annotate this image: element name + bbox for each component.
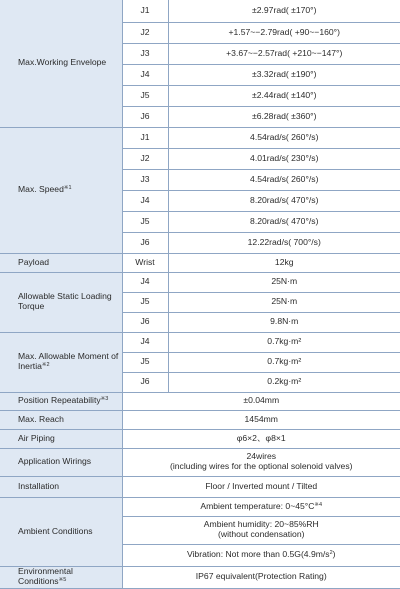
max-speed-label: Max. Speed$^{※1}$ (0, 127, 122, 253)
value-cell: +3.67~−2.57rad( +210~−147°) (168, 43, 400, 64)
air-piping-label: Air Piping (0, 429, 122, 448)
value-cell: 4.54rad/s( 260°/s) (168, 127, 400, 148)
value-cell: 8.20rad/s( 470°/s) (168, 211, 400, 232)
table-row (0, 476, 400, 497)
wirings-count: 24wires (123, 452, 400, 462)
value-cell: 1454mm (122, 410, 400, 429)
joint-cell: J3 (122, 169, 168, 190)
value-cell: ±0.04mm (122, 392, 400, 410)
joint-cell: J4 (122, 64, 168, 85)
payload-label: Payload (0, 253, 122, 272)
table-row (0, 272, 400, 292)
joint-cell: J5 (122, 85, 168, 106)
value-cell: 9.8N·m (168, 312, 400, 332)
joint-cell: J5 (122, 292, 168, 312)
joint-cell: J2 (122, 22, 168, 43)
footnote-mark: ※4 (314, 502, 322, 508)
value-cell: φ6×2、φ8×1 (122, 429, 400, 448)
value-cell (122, 448, 400, 476)
footnote-mark: ※5 (59, 577, 67, 583)
joint-cell: J4 (122, 190, 168, 211)
table-row (0, 253, 400, 272)
joint-cell: J4 (122, 332, 168, 352)
value-cell: 4.01rad/s( 230°/s) (168, 148, 400, 169)
table-row (0, 410, 400, 429)
joint-cell: Wrist (122, 253, 168, 272)
table-row (0, 566, 400, 588)
table-row (0, 429, 400, 448)
ambient-humidity: Ambient humidity: 20~85%RH (without condensation) (122, 516, 400, 544)
working-envelope-label: Max.Working Envelope (0, 0, 122, 127)
table-row (0, 448, 400, 476)
joint-cell: J1 (122, 0, 168, 22)
ambient-vibration: Vibration: Not more than $0.5G(4.9m/s^2)$ (122, 544, 400, 566)
table-row (0, 0, 400, 22)
table-row (0, 127, 400, 148)
value-cell: 25N·m (168, 272, 400, 292)
value-cell: 0.7kg·m² (168, 352, 400, 372)
value-cell: 12.22rad/s( 700°/s) (168, 232, 400, 253)
joint-cell: J4 (122, 272, 168, 292)
value-cell: ±2.44rad( ±140°) (168, 85, 400, 106)
joint-cell: J6 (122, 106, 168, 127)
joint-cell: J5 (122, 352, 168, 372)
joint-cell: J6 (122, 232, 168, 253)
joint-cell: J2 (122, 148, 168, 169)
static-torque-label: Allowable Static Loading Torque (0, 272, 122, 332)
joint-cell: J6 (122, 372, 168, 392)
joint-cell: J3 (122, 43, 168, 64)
footnote-mark: ※2 (42, 362, 50, 368)
value-cell: 12kg (168, 253, 400, 272)
value-cell: 25N·m (168, 292, 400, 312)
environmental-label: Environmental Conditions$^{※5}$ (0, 566, 122, 588)
installation-label: Installation (0, 476, 122, 497)
value-cell: 0.7kg·m² (168, 332, 400, 352)
ambient-temperature: Ambient temperature: $0\sim 45^\circ C^{※4}$ (122, 497, 400, 516)
table-row (0, 392, 400, 410)
value-cell: 0.2kg·m² (168, 372, 400, 392)
joint-cell: J5 (122, 211, 168, 232)
value-cell: ±6.28rad( ±360°) (168, 106, 400, 127)
ambient-label: Ambient Conditions (0, 497, 122, 566)
joint-cell: J6 (122, 312, 168, 332)
inertia-label: Max. Allowable Moment of Inertia$^{※2}$ (0, 332, 122, 392)
value-cell: +1.57~−2.79rad( +90~−160°) (168, 22, 400, 43)
reach-label: Max. Reach (0, 410, 122, 429)
value-cell: 8.20rad/s( 470°/s) (168, 190, 400, 211)
value-cell: 4.54rad/s( 260°/s) (168, 169, 400, 190)
footnote-mark: ※3 (101, 396, 109, 402)
table-row (0, 497, 400, 516)
wirings-note: (including wires for the optional solenoid valves) (123, 462, 400, 472)
value-cell: ±3.32rad( ±190°) (168, 64, 400, 85)
value-cell: Floor / Inverted mount / Tilted (122, 476, 400, 497)
repeatability-label: Position Repeatability$^{※3}$ (0, 392, 122, 410)
value-cell: IP67 equivalent(Protection Rating) (122, 566, 400, 588)
table-row (0, 332, 400, 352)
wirings-label: Application Wirings (0, 448, 122, 476)
joint-cell: J1 (122, 127, 168, 148)
value-cell: ±2.97rad( ±170°) (168, 0, 400, 22)
footnote-mark: ※1 (64, 185, 72, 191)
